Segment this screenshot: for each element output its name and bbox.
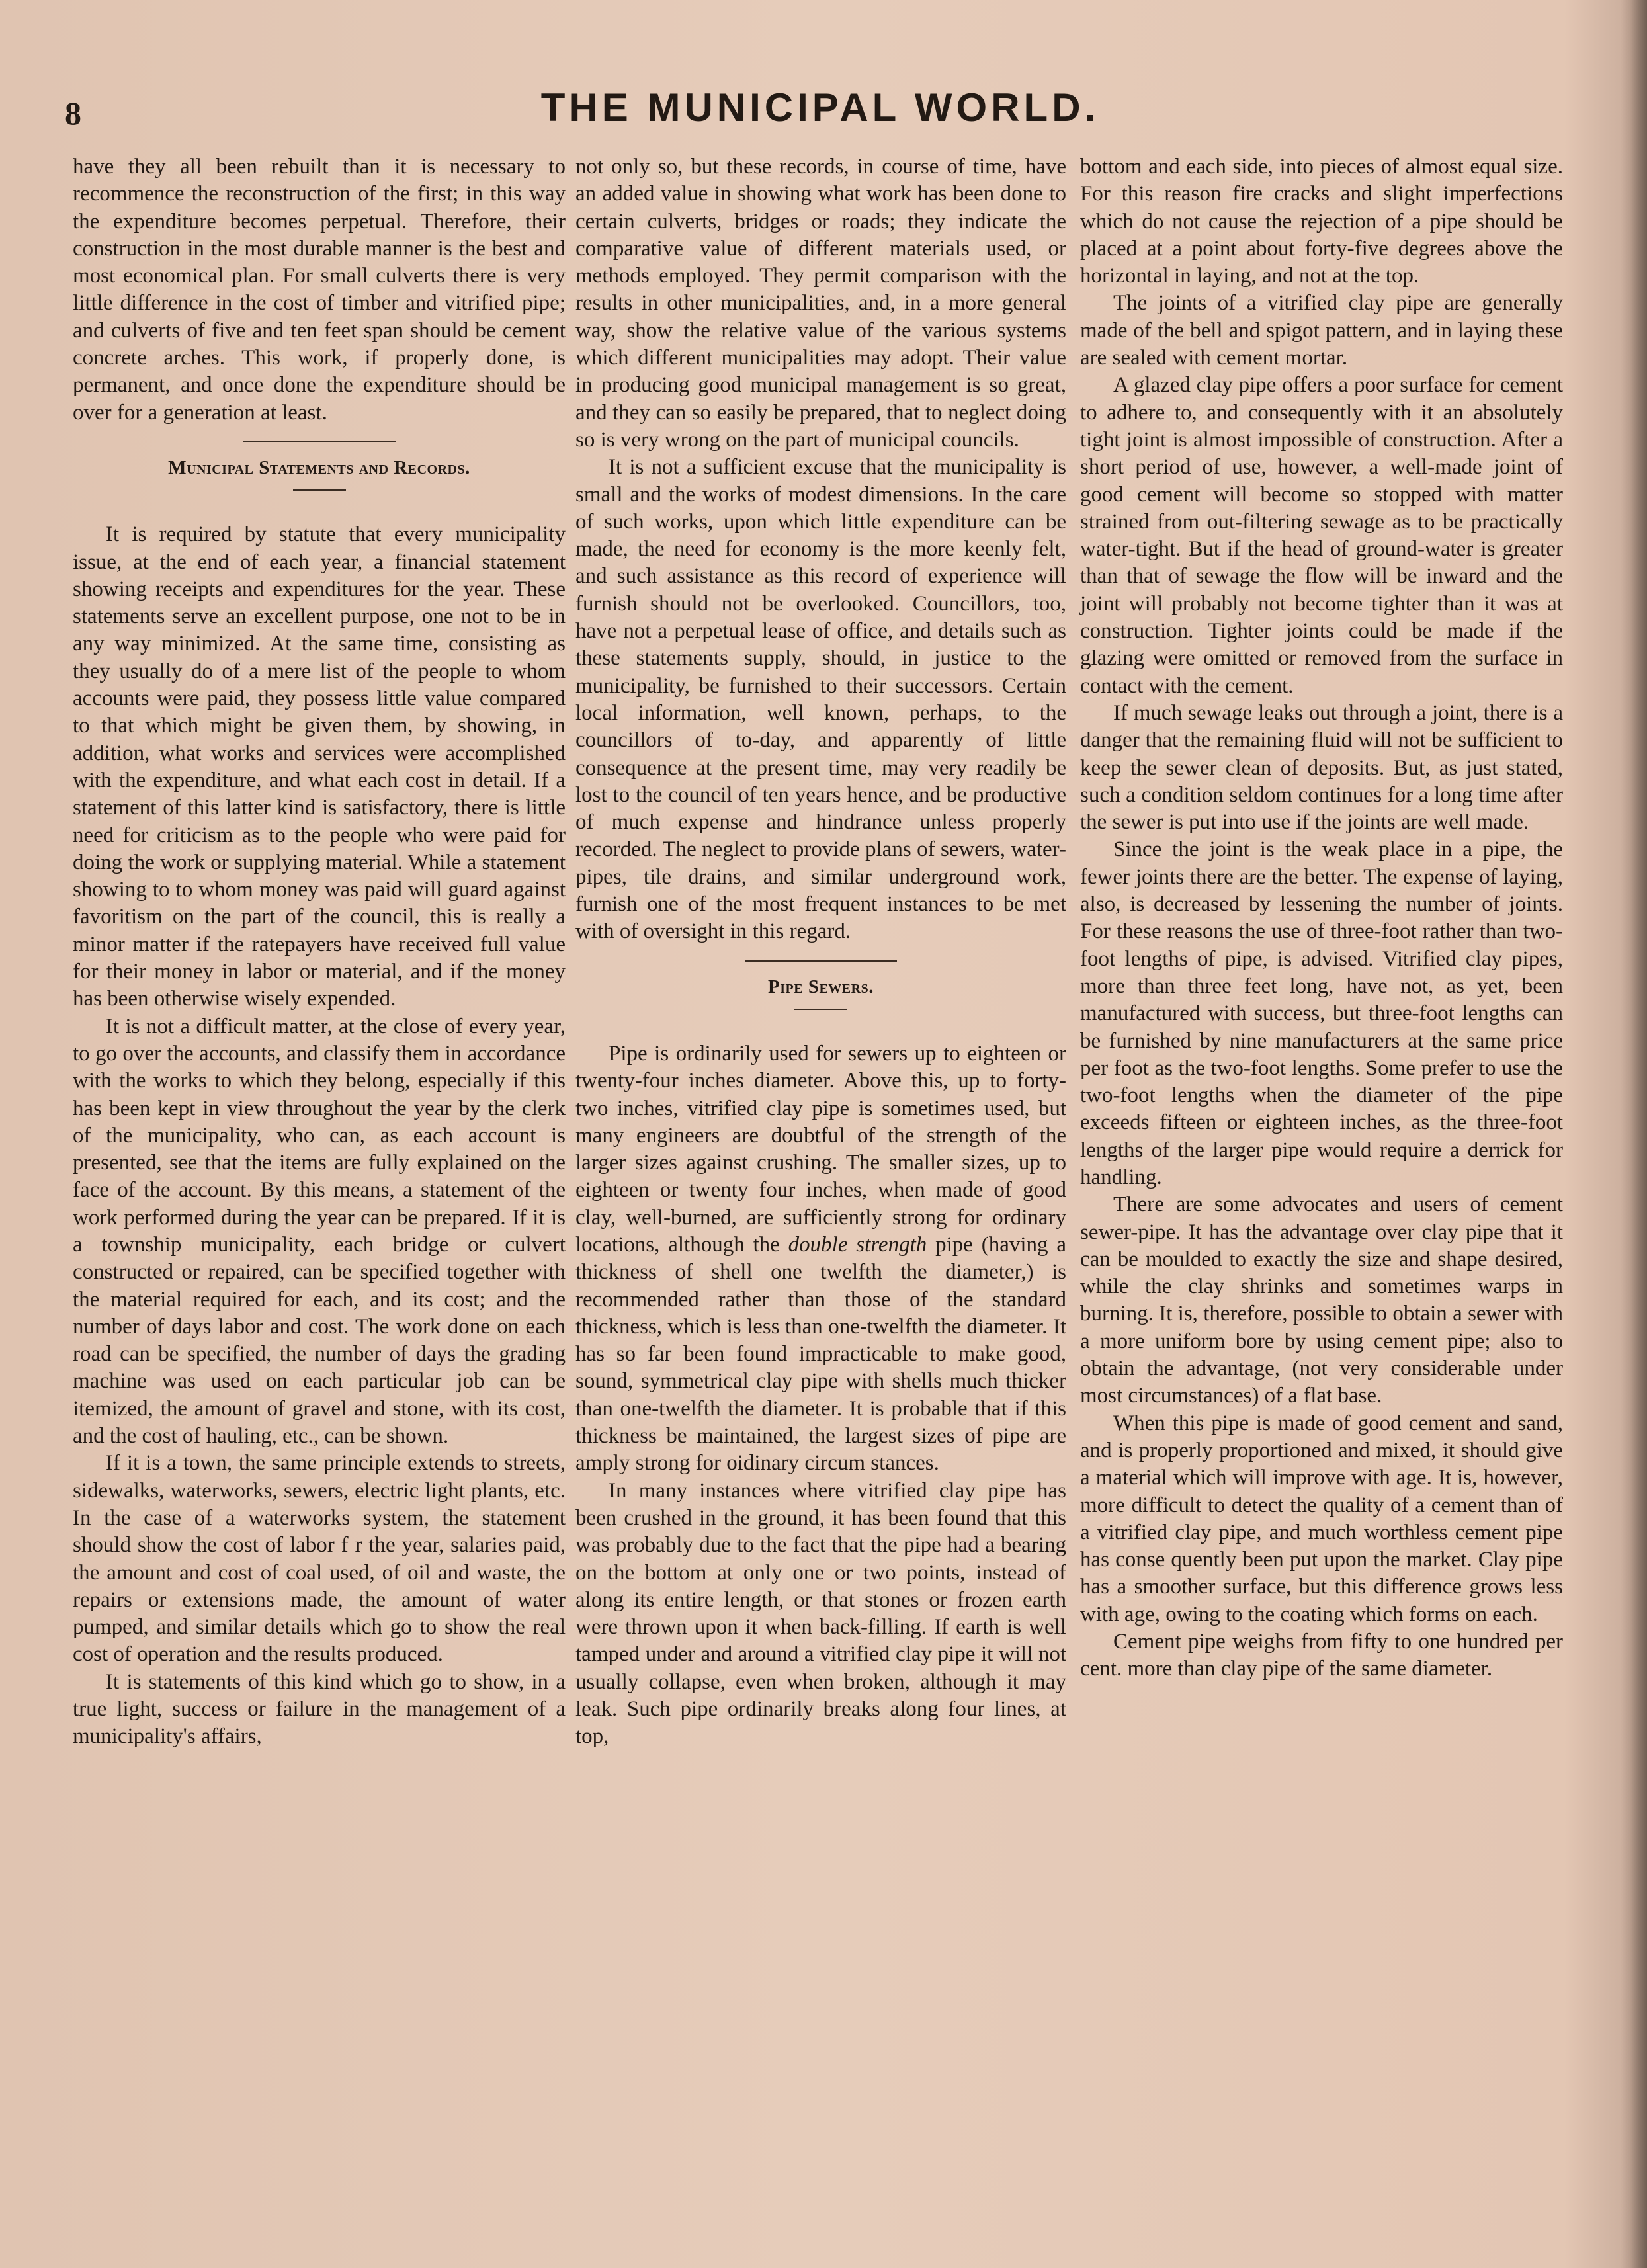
page-number: 8 — [65, 95, 81, 132]
paragraph: If much sewage leaks out through a joint, there is a danger that the remaining fluid will not be sufficient to keep the sewer clean of deposits. But, as just stated, such a condition seldom continues for a long time after the sewer is put into use if the joints are well made. — [1080, 700, 1563, 835]
paragraph: It is statements of this kind which go to show, in a true light, success or failure in the management of a municipality's affairs, — [73, 1669, 566, 1749]
paragraph: The joints of a vitrified clay pipe are generally made of the bell and spigot pattern, and in laying these are sealed with cement mortar. — [1080, 291, 1563, 370]
paragraph: It is required by statute that every municipality issue, at the end of each year, a financial statement showing receipts and expenditures for the year. These statements serve an excellent purpose, one not to be in any way minimized. At the same time, consisting as they usually do of a mere list of the people to whom accounts were paid, they possess little value compared to that which might be given them, by showing, in addition, what works and services were accomplished with the expenditure, and what each cost in detail. If a statement of this latter kind is satisfactory, there is little need for criticism as to the people who were paid for doing the work or supplying material. While a statement showing to to whom money was paid will guard against favoritism on the part of the council, this is really a minor matter if the ratepayers have received full value for their money in labor or material, and if the money has been otherwise wisely expended. — [73, 523, 566, 1011]
heading-rule — [293, 489, 346, 491]
paragraph — [575, 1040, 1066, 1478]
page-header — [60, 73, 1581, 146]
paragraph: It is not a difficult matter, at the close of every year, to go over the accounts, and classify them in accordance with the works to which they belong, especially if this has been kept in view throughout the year by the clerk of the municipality, who can, as each account is presented, see that the items are fully explained on the face of the account. By this means, a statement of the work performed during the year can be prepared. If it is a township municipality, each bridge or culvert constructed or repaired, can be specified together with the material required for each, and its cost; and the number of days labor and cost. The work done on each road can be specified, the number of days the grading machine was used on each particular job can be itemized, the amount of gravel and stone, with its cost, and the cost of hauling, etc., can be shown. — [73, 1014, 566, 1449]
paragraph-text: pipe (having a thickness of shell one twelfth the diameter,) is recommended rather than those of the standard thickness, which is less than one-twelfth the diameter. It has so far been found impracticable to make good, sound, symmetrical clay pipe with shells much thicker than one-twelfth the diameter. It is probable that if this thickness be maintained, the largest sizes of pipe are amply strong for oidinary circum stances. — [575, 1232, 1067, 1476]
paragraph: When this pipe is made of good cement and sand, and is properly proportioned and mixed, it should give a material which will improve with age. It is, however, more difficult to detect the quality of a cement than of a vitrified clay pipe, and much worthless cement pipe has conse quently been put upon the market. Clay pipe has a smoother surface, but this difference grows less with age, owing to the coating which forms on each. — [1080, 1411, 1563, 1626]
paragraph: In many instances where vitrified clay pipe has been crushed in the ground, it has been found that this was probably due to the fact that the pipe had a bearing on the bottom at only one or two points, instead of along its entire length, or that stones or frozen earth were thrown upon it when back-filling. If earth is well tamped under and around a vitrified clay pipe it will not usually collapse, even when broken, although it may leak. Such pipe ordinarily breaks along four lines, at top, — [575, 1478, 1066, 1749]
paragraph: have they all been rebuilt than it is necessary to recommence the reconstruction of the first; in this way the expenditure becomes perpetual. Therefore, their construction in the most durable manner is the best and most economical plan. For small culverts there is very little difference in the cost of timber and vitrified pipe; and culverts of five and ten feet span should be cement concrete arches. This work, if properly done, is permanent, and once done the expenditure should be over for a generation at least. — [73, 155, 566, 425]
divider-rule — [243, 441, 396, 442]
masthead-title: THE MUNICIPAL WORLD. — [540, 85, 1100, 130]
paragraph: If it is a town, the same principle extends to streets, sidewalks, waterworks, sewers, electric light plants, etc. In the case of a waterworks system, the statement should show the cost of labor f r the year, salaries paid, the amount and cost of coal used, of oil and waste, the repairs or extensions made, the amount of water pumped, and similar details which go to show the real cost of operation and the results produced. — [73, 1451, 566, 1667]
column-1 — [73, 153, 566, 1751]
paragraph-text: Pipe is ordinarily used for sewers up to eighteen or twenty-four inches diameter. Above this, up to forty-two inches, vitrified clay pipe is sometimes used, but many engineers are doubtful of the strength of the larger sizes against crushing. The smaller sizes, up to eighteen or twenty four inches, when made of good clay, well-burned, are sufficiently strong for ordinary locations, although the — [575, 1041, 1066, 1257]
section-heading: Municipal Statements and Records. — [168, 456, 470, 478]
page-edge-shadow — [1621, 0, 1647, 2268]
paragraph: bottom and each side, into pieces of almost equal size. For this reason fire cracks and slight imperfections which do not cause the rejection of a pipe should be placed at a point about forty-five degrees above the horizontal in laying, and not at the top. — [1080, 155, 1563, 288]
paragraph: Since the joint is the weak place in a pipe, the fewer joints there are the better. The expense of laying, also, is decreased by lessening the number of joints. For these reasons the use of three-foot rather than two-foot lengths of pipe, is advised. Vitrified clay pipes, more than three feet long, have not, as yet, been manufactured with success, but three-foot lengths can be furnished by nine manufacturers at the same price per foot as the two-foot lengths. Some prefer to use the two-foot lengths when the diameter of the pipe exceeds fifteen or eighteen inches, as the three-foot lengths of the larger pipe would require a derrick for handling. — [1080, 837, 1563, 1189]
paragraph: There are some advocates and users of cement sewer-pipe. It has the advantage over clay pipe that it can be moulded to exactly the size and shape desired, while the clay shrinks and sometimes warps in burning. It is, therefore, possible to obtain a sewer with a more uniform bore by using cement pipe; also to obtain the advantage, (not very considerable under most circumstances) of a flat base. — [1080, 1193, 1563, 1408]
paragraph: Cement pipe weighs from fifty to one hundred per cent. more than clay pipe of the same diameter. — [1080, 1630, 1563, 1681]
section-heading: Pipe Sewers. — [768, 976, 874, 997]
heading-rule — [794, 1009, 847, 1010]
italic-phrase: double strength — [788, 1232, 927, 1257]
paragraph: It is not a sufficient excuse that the municipality is small and the works of modest dimensions. In the care of such works, upon which little expenditure can be made, the need for economy is the more keenly felt, and such assistance as this record of experience will furnish should not be overlooked. Councillors, too, have not a perpetual lease of office, and details such as these statements supply, should, in justice to the municipality, be furnished to their successors. Certain local information, well known, perhaps, to the councillors of to-day, and apparently of little consequence at the present time, may very readily be lost to the council of ten years hence, and be productive of much expense and hindrance unless properly recorded. The neglect to provide plans of sewers, water-pipes, tile drains, and similar underground work, furnish one of the most frequent instances to be met with of oversight in this regard. — [575, 455, 1066, 944]
column-3 — [1080, 153, 1563, 1683]
divider-rule — [745, 960, 897, 962]
paragraph: not only so, but these records, in course of time, have an added value in showing what work has been done to certain culverts, bridges or roads; they indicate the comparative value of different materials used, or methods employed. They permit comparison with the results in other municipalities, and, in a more general way, show the relative value of the various systems which different municipalities may adopt. Their value in producing good municipal management is so great, and they can so easily be prepared, that to neglect doing so is very wrong on the part of municipal councils. — [575, 155, 1066, 452]
column-2 — [575, 153, 1066, 1751]
paragraph: A glazed clay pipe offers a poor surface for cement to adhere to, and consequently with it an absolutely tight joint is almost impossible of construction. After a short period of use, however, a well-made joint of good cement will become so stopped with matter strained from out-filtering sewage as to be practically water-tight. But if the head of ground-water is greater than that of sewage the flow will be inward and the joint will probably not become tighter than it was at construction. Tighter joints could be made if the glazing were omitted or removed from the surface in contact with the cement. — [1080, 373, 1563, 698]
